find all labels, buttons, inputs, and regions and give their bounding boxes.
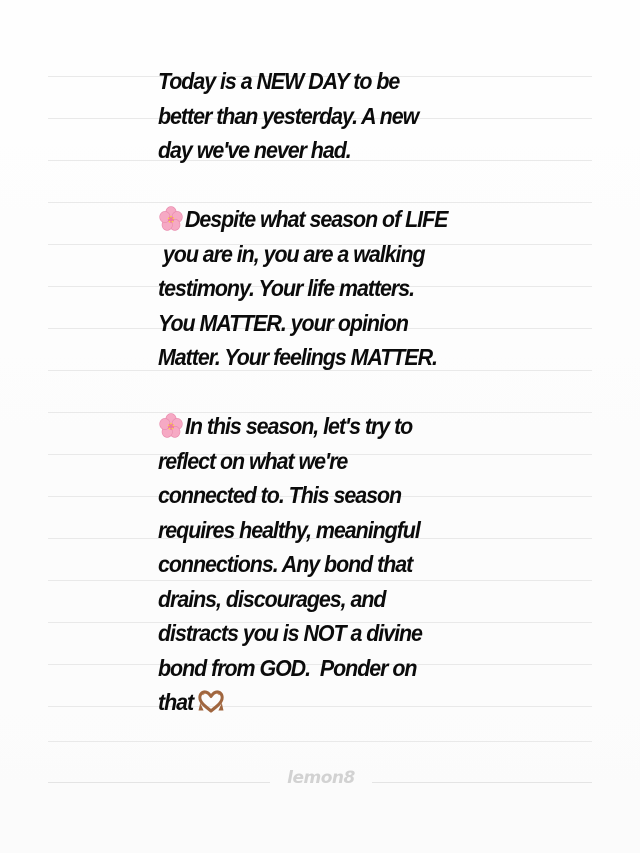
text-line: distracts you is NOT a divine	[158, 620, 422, 646]
text-line: connected to. This season	[158, 482, 402, 508]
text-line: connections. Any bond that	[158, 551, 413, 577]
text-line: You MATTER. your opinion	[158, 309, 408, 336]
text-line: In this season, let's try to	[184, 413, 413, 439]
paragraph-intro	[158, 64, 493, 168]
text-line: drains, discourages, and	[158, 585, 386, 612]
cherry-blossom-icon	[158, 205, 184, 233]
text-line: testimony. Your life matters.	[158, 275, 415, 301]
text-line: that	[158, 689, 194, 715]
note-text	[158, 64, 493, 754]
watermark-line-right	[372, 782, 592, 783]
text-line: Today is a NEW DAY to be	[158, 68, 400, 94]
watermark-line-left	[48, 782, 270, 783]
text-line: day we've never had.	[158, 137, 351, 163]
watermark	[0, 765, 640, 795]
text-line: requires healthy, meaningful	[158, 516, 420, 543]
lemon8-logo: lemon8	[287, 768, 355, 788]
text-line-with-bullet	[158, 202, 493, 237]
heart-hands-icon	[197, 689, 225, 713]
text-line: better than yesterday. A new	[158, 102, 419, 129]
text-line: bond from GOD. Ponder on	[158, 654, 417, 681]
cherry-blossom-icon	[158, 412, 184, 440]
text-line: reflect on what we're	[158, 447, 348, 474]
text-line: Despite what season of LIFE	[184, 206, 448, 232]
text-line-with-bullet	[158, 409, 493, 444]
paragraph-this-season	[158, 409, 493, 720]
text-line-with-emoji	[158, 685, 493, 720]
text-line: you are in, you are a walking	[158, 240, 425, 267]
paragraph-season-of-life	[158, 202, 493, 375]
text-line: Matter. Your feelings MATTER.	[158, 344, 437, 370]
